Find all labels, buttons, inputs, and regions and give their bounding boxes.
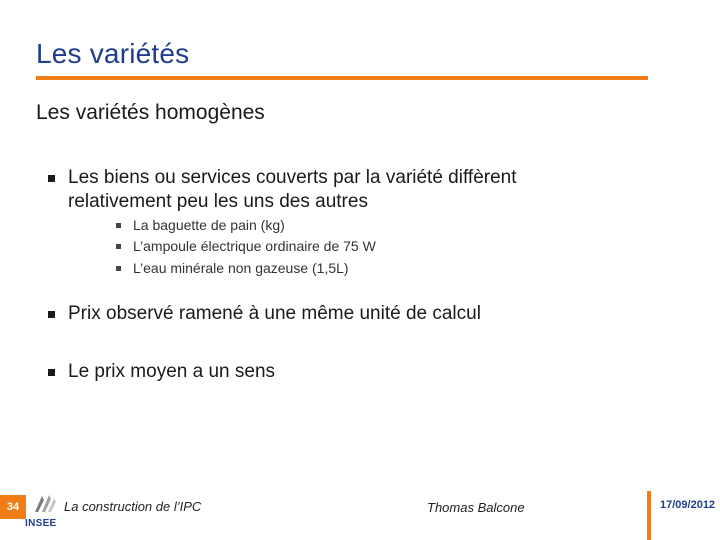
sub-bullet-item-2: [116, 236, 376, 256]
sub-bullet-square-icon: [116, 244, 121, 249]
bullet-square-icon: [48, 311, 55, 318]
slide-title: Les variétés: [36, 38, 190, 69]
sub-bullet-text: La baguette de pain (kg): [133, 217, 285, 233]
bullet-square-icon: [48, 175, 55, 182]
slide-subtitle: Les variétés homogènes: [36, 101, 265, 124]
sub-bullet-square-icon: [116, 266, 121, 271]
footer-divider: [647, 491, 651, 540]
sub-bullet-item-3: [116, 258, 349, 278]
bullet-item-1: [48, 166, 608, 214]
sub-bullet-square-icon: [116, 223, 121, 228]
sub-bullet-item-1: [116, 215, 285, 235]
bullet-square-icon: [48, 369, 55, 376]
page-number: 34: [0, 495, 26, 519]
bullet-text: Prix observé ramené à une même unité de calcul: [68, 303, 481, 324]
footer-author: Thomas Balcone: [427, 500, 525, 515]
bullet-text: Le prix moyen a un sens: [68, 361, 276, 382]
sub-bullet-text: L’eau minérale non gazeuse (1,5L): [133, 260, 349, 276]
bullet-item-2: [48, 302, 481, 326]
footer-presentation-title: La construction de l’IPC: [64, 499, 202, 514]
footer-date: 17/09/2012: [660, 499, 716, 511]
sub-bullet-text: L’ampoule électrique ordinaire de 75 W: [133, 238, 376, 254]
bullet-text: Les biens ou services couverts par la variété diffèrent relativement peu les uns des autres: [68, 167, 517, 212]
title-underline: [36, 76, 648, 80]
bullet-item-3: [48, 360, 275, 384]
insee-logo-text: INSEE: [25, 518, 57, 529]
insee-logo-icon: [32, 492, 58, 514]
